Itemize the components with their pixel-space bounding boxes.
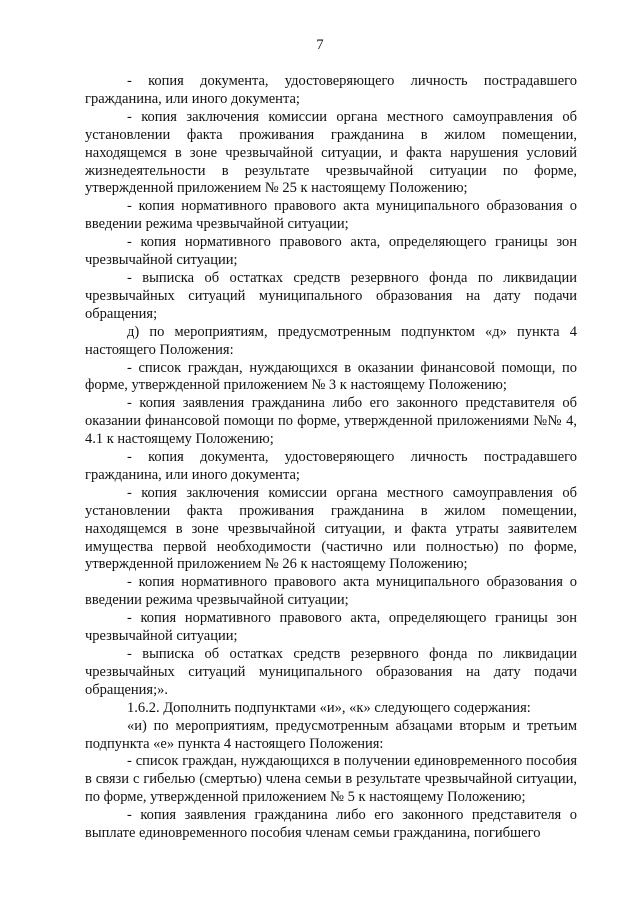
paragraph: - копия документа, удостоверяющего личность пострадавшего гражданина, или иного документа; xyxy=(85,73,577,107)
paragraph: «и) по мероприятиям, предусмотренным абзацами вторым и третьим подпункта «е» пункта 4 настоящего Положения: xyxy=(85,717,577,752)
paragraph: 1.6.2. Дополнить подпунктами «и», «к» следующего содержания: xyxy=(127,699,531,716)
paragraph: - выписка об остатках средств резервного фонда по ликвидации чрезвычайных ситуаций муниципального образования на дату подачи обращения;». xyxy=(85,646,577,698)
paragraph: - копия нормативного правового акта, определяющего границы зон чрезвычайной ситуации; xyxy=(85,234,577,269)
paragraph: - копия нормативного правового акта, определяющего границы зон чрезвычайной ситуации; xyxy=(85,610,577,645)
paragraph: - копия заявления гражданина либо его законного представителя о выплате единовременного пособия членам семьи гражданина, погибшего xyxy=(85,807,577,842)
page-number: 7 xyxy=(316,37,324,53)
paragraph: - копия заключения комиссии органа местного самоуправления об установлении факта проживания гражданина в жилом помещении, находящемся в зоне чрезвычайной ситуации, и факта нарушения условий жизнедеятельности в результате чрезвычайной ситуации по форме, утвержденной приложением № 25 к настоящему Положению; xyxy=(85,108,577,197)
paragraph: - копия заявления гражданина либо его законного представителя об оказании финансовой помощи по форме, утвержденной приложениями №№ 4, 4.1 к настоящему Положению; xyxy=(85,395,577,448)
paragraph: - список граждан, нуждающихся в получении единовременного пособия в связи с гибелью (смертью) члена семьи в результате чрезвычайной ситуации, по форме, утвержденной приложением № 5 к настоящему Положению; xyxy=(85,753,577,806)
paragraph: - список граждан, нуждающихся в оказании финансовой помощи, по форме, утвержденной приложением № 3 к настоящему Положению; xyxy=(85,359,577,394)
paragraph: д) по мероприятиям, предусмотренным подпунктом «д» пункта 4 настоящего Положения: xyxy=(85,323,577,358)
paragraph: - копия нормативного правового акта муниципального образования о введении режима чрезвычайной ситуации; xyxy=(85,198,577,233)
document-body xyxy=(85,73,577,843)
paragraph: - копия заключения комиссии органа местного самоуправления об установлении факта проживания гражданина в жилом помещении, находящемся в зоне чрезвычайной ситуации, и факта утраты заявителем имущества первой необходимости (частично или полностью) по форме, утвержденной приложением № 26 к настоящему Положению; xyxy=(85,484,577,573)
paragraph: - выписка об остатках средств резервного фонда по ликвидации чрезвычайных ситуаций муниципального образования на дату подачи обращения; xyxy=(85,269,577,322)
paragraph: - копия документа, удостоверяющего личность пострадавшего гражданина, или иного документа; xyxy=(85,449,577,483)
paragraph: - копия нормативного правового акта муниципального образования о введении режима чрезвычайной ситуации; xyxy=(85,574,577,609)
